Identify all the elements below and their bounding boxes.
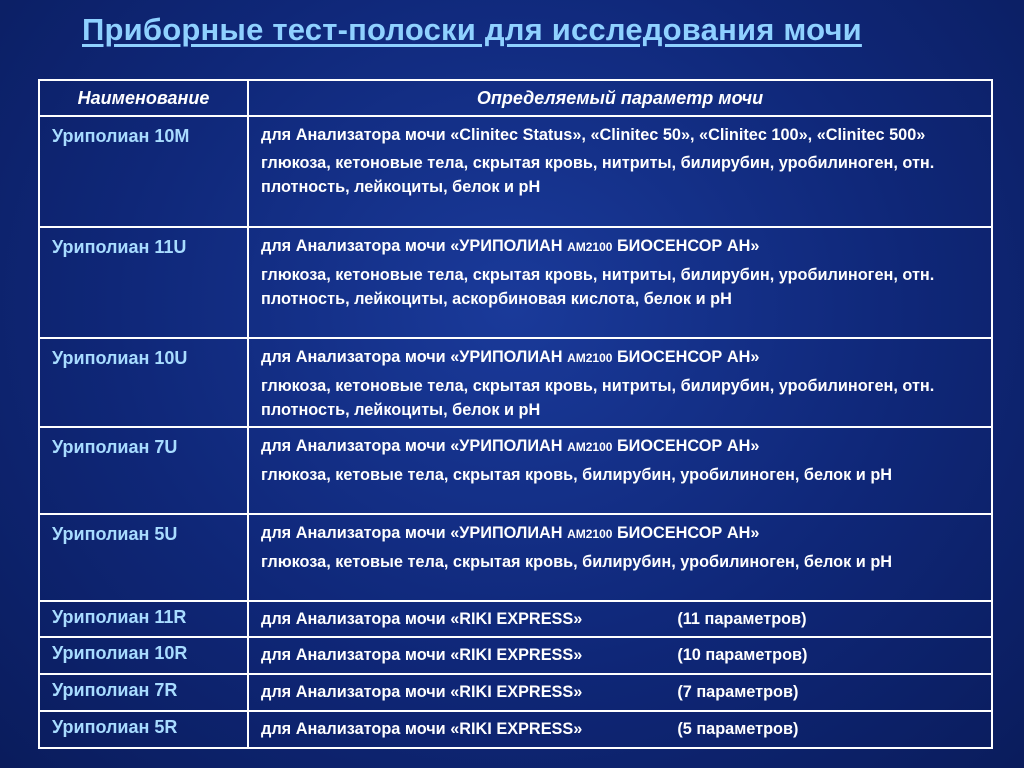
analyzer-text	[261, 234, 983, 259]
product-name: Уриполиан 10R	[39, 637, 248, 674]
analyzer-text: для Анализатора мочи «RIKI EXPRESS»	[261, 683, 583, 701]
analyzer-prefix: для Анализатора мочи «УРИПОЛИАН	[261, 437, 568, 455]
parameter-count: (7 параметров)	[677, 683, 799, 701]
params-text: глюкоза, кетовые тела, скрытая кровь, билирубин, уробилиноген, белок и рН	[261, 466, 893, 484]
analyzer-text: для Анализатора мочи «RIKI EXPRESS»	[261, 610, 583, 628]
product-name: Уриполиан 5U	[39, 514, 248, 601]
params-text: глюкоза, кетоновые тела, скрытая кровь, нитриты, билирубин, уробилиноген, отн. плотность, лейкоциты, белок и рН	[261, 154, 935, 196]
parameter-count: (11 параметров)	[677, 610, 807, 628]
product-name: Уриполиан 7U	[39, 427, 248, 514]
analyzer-model: АМ2100	[567, 240, 613, 254]
table-row	[39, 427, 992, 514]
analyzer-suffix: БИОСЕНСОР АН»	[612, 348, 760, 366]
product-name: Уриполиан 11R	[39, 601, 248, 637]
header-parameter: Определяемый параметр мочи	[248, 80, 992, 116]
analyzer-model: АМ2100	[567, 351, 613, 365]
analyzer-text: для Анализатора мочи «RIKI EXPRESS»	[261, 646, 583, 664]
analyzer-prefix: для Анализатора мочи «УРИПОЛИАН	[261, 524, 568, 542]
analyzer-text	[261, 434, 983, 459]
parameter-count: (5 параметров)	[677, 720, 799, 738]
parameter-cell	[248, 116, 992, 227]
table-row	[39, 116, 992, 227]
analyzer-suffix: БИОСЕНСОР АН»	[612, 437, 760, 455]
analyzer-model: АМ2100	[567, 440, 613, 454]
table-row	[39, 227, 992, 338]
parameter-cell	[248, 601, 992, 637]
table-header-row	[39, 80, 992, 116]
table-row	[39, 674, 992, 711]
product-name: Уриполиан 7R	[39, 674, 248, 711]
table-row	[39, 711, 992, 748]
analyzer-prefix: для Анализатора мочи «УРИПОЛИАН	[261, 348, 568, 366]
parameter-cell	[248, 227, 992, 338]
analyzer-text	[261, 521, 983, 546]
analyzer-model: АМ2100	[567, 527, 613, 541]
parameter-cell	[248, 711, 992, 748]
table-row	[39, 338, 992, 427]
parameter-cell	[248, 637, 992, 674]
test-strips-table	[38, 79, 993, 749]
header-name: Наименование	[39, 80, 248, 116]
product-name: Уриполиан 10М	[39, 116, 248, 227]
analyzer-text	[261, 345, 983, 370]
parameter-cell	[248, 338, 992, 427]
product-name: Уриполиан 11U	[39, 227, 248, 338]
params-text: глюкоза, кетовые тела, скрытая кровь, билирубин, уробилиноген, белок и рН	[261, 553, 893, 571]
analyzer-text: для Анализатора мочи «Clinitec Status», «Clinitec 50», «Clinitec 100», «Clinitec 500»	[261, 126, 926, 144]
table-row	[39, 514, 992, 601]
parameter-cell	[248, 514, 992, 601]
table-row	[39, 601, 992, 637]
parameter-cell	[248, 674, 992, 711]
analyzer-text: для Анализатора мочи «RIKI EXPRESS»	[261, 720, 583, 738]
params-text: глюкоза, кетоновые тела, скрытая кровь, нитриты, билирубин, уробилиноген, отн. плотность, лейкоциты, белок и рН	[261, 377, 935, 419]
product-name: Уриполиан 10U	[39, 338, 248, 427]
params-text: глюкоза, кетоновые тела, скрытая кровь, нитриты, билирубин, уробилиноген, отн. плотность, лейкоциты, аскорбиновая кислота, белок и рН	[261, 266, 935, 308]
analyzer-prefix: для Анализатора мочи «УРИПОЛИАН	[261, 237, 568, 255]
page-title: Приборные тест-полоски для исследования мочи	[82, 12, 862, 47]
analyzer-suffix: БИОСЕНСОР АН»	[612, 524, 760, 542]
parameter-count: (10 параметров)	[677, 646, 808, 664]
parameter-cell	[248, 427, 992, 514]
analyzer-suffix: БИОСЕНСОР АН»	[612, 237, 760, 255]
product-name: Уриполиан 5R	[39, 711, 248, 748]
table-row	[39, 637, 992, 674]
